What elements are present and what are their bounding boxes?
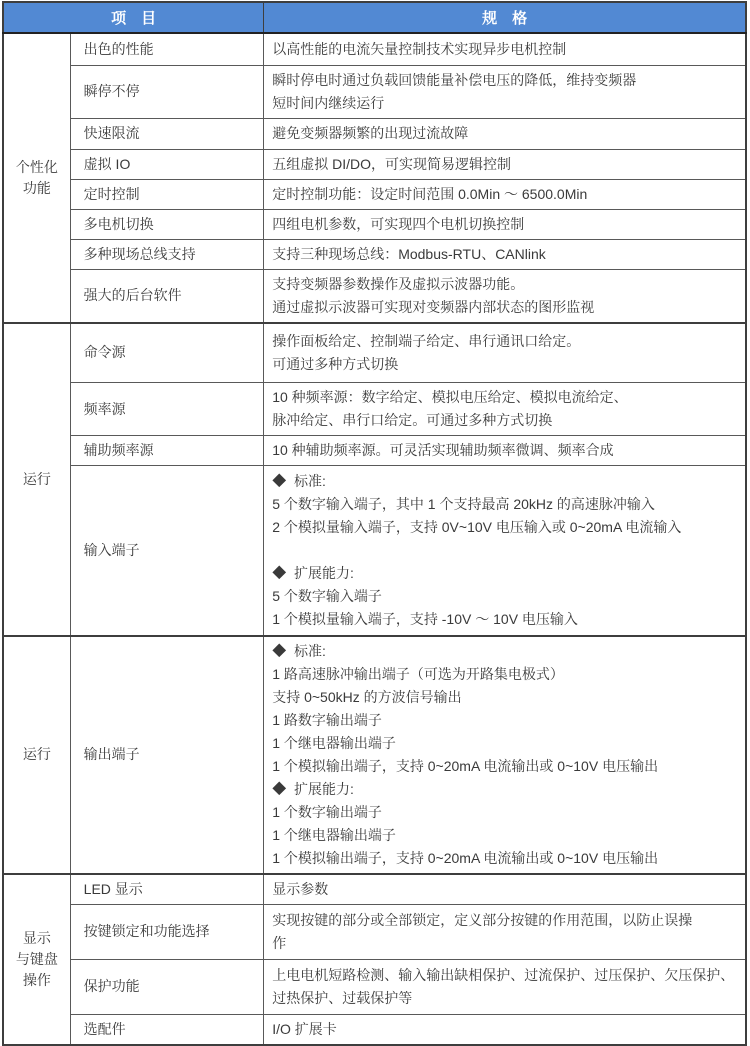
table-row [3, 209, 746, 239]
spec-line: 支持 0~50kHz 的方波信号输出 [272, 688, 462, 705]
spec-cell [264, 904, 746, 959]
spec-line: I/O 扩展卡 [272, 1020, 337, 1037]
group-label: 功能 [22, 179, 51, 196]
item-cell: 命令源 [70, 323, 264, 383]
table-row [3, 959, 746, 1014]
group-label: 与键盘 [15, 950, 58, 967]
spec-line: 实现按键的部分或全部锁定，定义部分按键的作用范围，以防止误操 [272, 911, 693, 928]
spec-cell [264, 436, 746, 466]
item-cell: 瞬停不停 [70, 65, 264, 118]
group-label: 操作 [22, 971, 51, 988]
table-row [3, 874, 746, 905]
spec-line: 上电电机短路检测、输入输出缺相保护、过流保护、过压保护、欠压保护、 [272, 966, 735, 983]
spec-line: 1 个模拟输出端子，支持 0~20mA 电流输出或 0~10V 电压输出 [272, 757, 659, 774]
spec-line: 过热保护、过载保护等 [272, 989, 413, 1006]
table-row [3, 118, 746, 149]
spec-line: ◆ 扩展能力: [272, 564, 354, 581]
spec-cell [264, 33, 746, 65]
spec-line: 可通过多种方式切换 [272, 355, 399, 372]
table-row [3, 904, 746, 959]
spec-line: 支持三种现场总线：Modbus-RTU、CANlink [272, 245, 546, 262]
spec-line: ◆ 扩展能力: [272, 780, 354, 797]
table-row [3, 436, 746, 466]
group-cell [3, 636, 70, 874]
item-cell: 强大的后台软件 [70, 269, 264, 323]
spec-line: 作 [272, 934, 287, 951]
item-cell: 保护功能 [70, 959, 264, 1014]
spec-line: 1 路数字输出端子 [272, 711, 382, 728]
spec-line: 5 个数字输入端子 [272, 587, 382, 604]
table-row [3, 149, 746, 179]
spec-line: ◆ 标准: [272, 472, 326, 489]
spec-line: 以高性能的电流矢量控制技术实现异步电机控制 [272, 40, 567, 57]
group-label: 个性化 [15, 158, 58, 175]
spec-line: 四组电机参数，可实现四个电机切换控制 [272, 215, 525, 232]
item-cell: 出色的性能 [70, 33, 264, 65]
spec-cell [264, 383, 746, 436]
item-cell: 选配件 [70, 1014, 264, 1045]
group-label: 运行 [22, 470, 51, 487]
spec-line: 5 个数字输入端子，其中 1 个支持最高 20kHz 的高速脉冲输入 [272, 495, 655, 512]
spec-cell [264, 118, 746, 149]
spec-line: 1 路高速脉冲输出端子（可选为开路集电极式） [272, 665, 564, 682]
item-cell: 定时控制 [70, 179, 264, 209]
spec-line: 瞬时停电时通过负载回馈能量补偿电压的降低，维持变频器 [272, 71, 637, 88]
spec-line: 显示参数 [272, 880, 329, 897]
table-row [3, 1014, 746, 1045]
table-row [3, 383, 746, 436]
table-row [3, 33, 746, 65]
group-label: 运行 [22, 746, 51, 762]
spec-line: 1 个继电器输出端子 [272, 734, 396, 751]
spec-line: ◆ 标准: [272, 642, 326, 659]
spec-line: 短时间内继续运行 [272, 94, 385, 111]
item-cell: 多种现场总线支持 [70, 239, 264, 269]
spec-line: 1 个模拟量输入端子，支持 -10V ～ 10V 电压输入 [272, 610, 578, 627]
spec-line: 支持变频器参数操作及虚拟示波器功能。 [272, 275, 525, 292]
spec-line: 定时控制功能：设定时间范围 0.0Min ～ 6500.0Min [272, 185, 588, 202]
group-cell [3, 874, 70, 1045]
header-item-cell: 项 目 [3, 2, 264, 33]
spec-line: 脉冲给定、串行口给定。可通过多种方式切换 [272, 412, 553, 428]
spec-cell [264, 149, 746, 179]
spec-line: 2 个模拟量输入端子，支持 0V~10V 电压输入或 0~20mA 电流输入 [272, 518, 682, 535]
spec-line [272, 539, 737, 562]
table-row [3, 179, 746, 209]
group-cell [3, 323, 70, 636]
spec-line: 操作面板给定、控制端子给定、串行通讯口给定。 [272, 332, 581, 349]
spec-cell [264, 209, 746, 239]
item-cell: LED 显示 [70, 874, 264, 905]
item-cell: 虚拟 IO [70, 149, 264, 179]
spec-cell [264, 636, 746, 874]
spec-line: 1 个数字输出端子 [272, 803, 382, 820]
group-cell [3, 33, 70, 323]
spec-cell [264, 65, 746, 118]
spec-line: 五组虚拟 DI/DO，可实现简易逻辑控制 [272, 155, 511, 172]
spec-cell [264, 959, 746, 1014]
item-cell: 频率源 [70, 383, 264, 436]
spec-line: 10 种辅助频率源。可灵活实现辅助频率微调、频率合成 [272, 442, 614, 458]
group-label: 显示 [22, 929, 51, 946]
table-row [3, 65, 746, 118]
spec-cell [264, 269, 746, 323]
item-cell: 辅助频率源 [70, 436, 264, 466]
item-cell: 快速限流 [70, 118, 264, 149]
spec-cell [264, 1014, 746, 1045]
spec-line: 1 个继电器输出端子 [272, 826, 396, 843]
item-cell: 按键锁定和功能选择 [70, 904, 264, 959]
spec-line: 1 个模拟输出端子，支持 0~20mA 电流输出或 0~10V 电压输出 [272, 849, 659, 866]
item-cell: 输出端子 [70, 636, 264, 874]
spec-cell [264, 323, 746, 383]
spec-line: 通过虚拟示波器可实现对变频器内部状态的图形监视 [272, 298, 595, 315]
spec-cell [264, 179, 746, 209]
item-cell: 多电机切换 [70, 209, 264, 239]
spec-cell [264, 466, 746, 636]
spec-line: 10 种频率源：数字给定、模拟电压给定、模拟电流给定、 [272, 389, 628, 405]
spec-table-page [0, 1, 750, 1037]
table-row [3, 239, 746, 269]
table-row [3, 323, 746, 383]
item-cell: 输入端子 [70, 466, 264, 636]
table-row [3, 269, 746, 323]
header-spec-cell: 规 格 [264, 2, 746, 33]
table-row [3, 636, 746, 874]
table-header-row [3, 2, 746, 33]
spec-line: 避免变频器频繁的出现过流故障 [272, 125, 469, 141]
spec-cell [264, 874, 746, 905]
table-row [3, 466, 746, 636]
spec-table [2, 1, 747, 1046]
spec-cell [264, 239, 746, 269]
